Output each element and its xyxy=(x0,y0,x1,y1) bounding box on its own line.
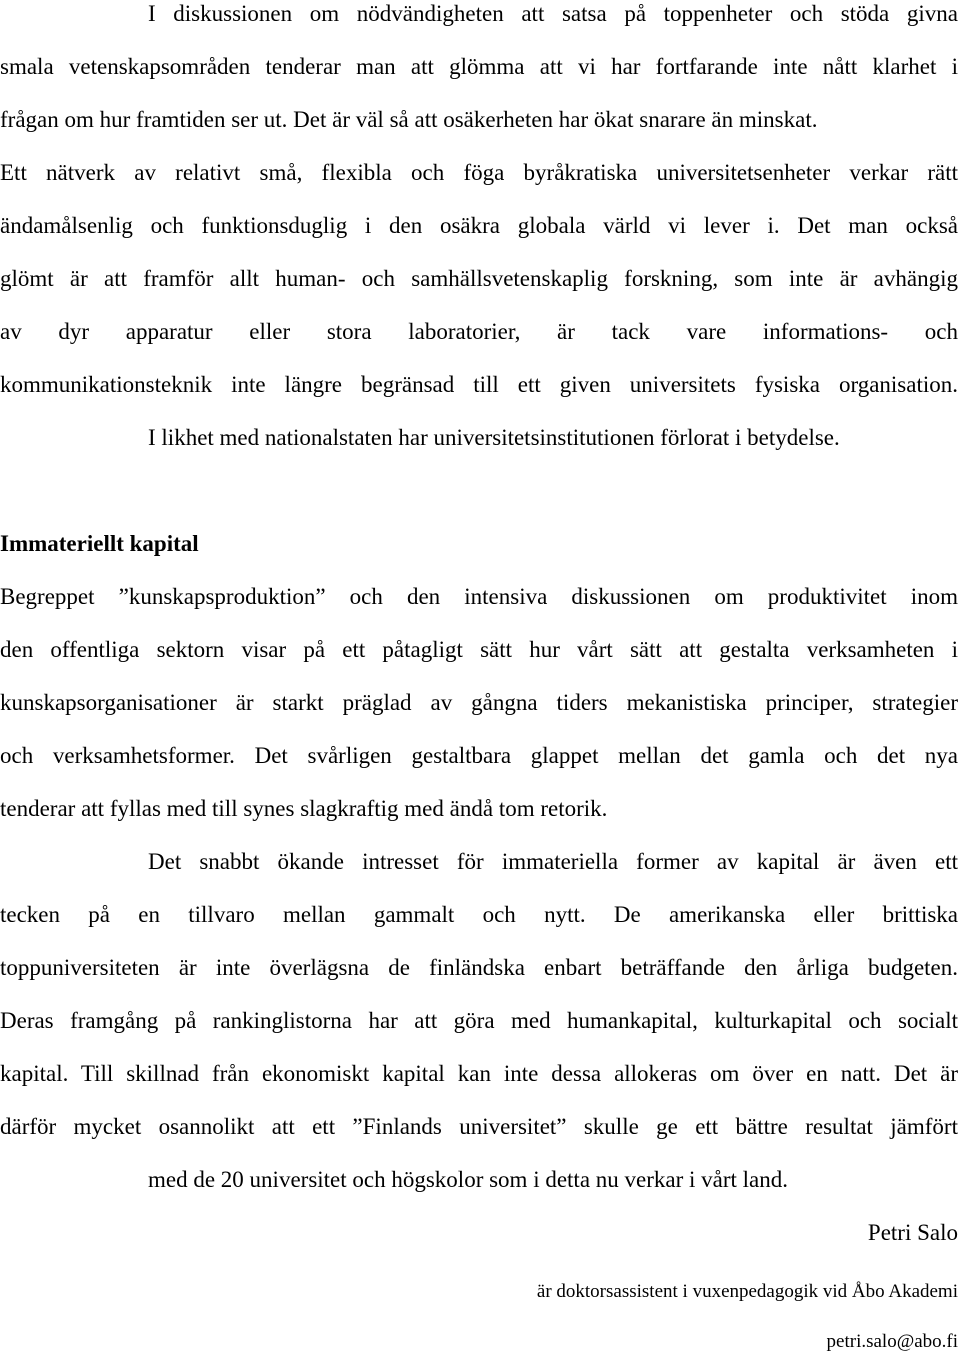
section-heading: Immateriellt kapital xyxy=(0,531,199,556)
paragraph-3-line-3: toppuniversiteten är inte överlägsna de finländska enbart beträffande den årliga budgeten. xyxy=(0,955,958,980)
paragraph-1-line-4: Ett nätverk av relativt små, flexibla och föga byråkratiska universitetsenheter verkar rätt xyxy=(0,160,958,185)
paragraph-2-line-1: Begreppet ”kunskapsproduktion” och den intensiva diskussionen om produktivitet inom xyxy=(0,584,958,609)
paragraph-3-line-5: kapital. Till skillnad från ekonomiskt kapital kan inte dessa allokeras om över en natt. Det är xyxy=(0,1061,958,1086)
paragraph-2-line-2: den offentliga sektorn visar på ett påtagligt sätt hur vårt sätt att gestalta verksamheten i xyxy=(0,637,958,662)
paragraph-3-line-7: med de 20 universitet och högskolor som i detta nu verkar i vårt land. xyxy=(148,1167,789,1192)
author-role: är doktorsassistent i vuxenpedagogik vid Åbo Akademi xyxy=(536,1281,958,1302)
author-name: Petri Salo xyxy=(867,1220,958,1245)
paragraph-3-line-4: Deras framgång på rankinglistorna har att göra med humankapital, kulturkapital och socialt xyxy=(0,1008,958,1033)
paragraph-2-line-3: kunskapsorganisationer är starkt präglad av gångna tiders mekanistiska principer, strategier xyxy=(0,690,958,715)
paragraph-3-line-6: därför mycket osannolikt att ett ”Finlands universitet” skulle ge ett bättre resultat jämfört xyxy=(0,1114,958,1139)
paragraph-1-line-1: I diskussionen om nödvändigheten att satsa på toppenheter och stöda givna xyxy=(148,1,958,26)
paragraph-1-line-8: kommunikationsteknik inte längre begränsad till ett given universitets fysiska organisation. xyxy=(0,372,958,397)
paragraph-3-line-1: Det snabbt ökande intresset för immateriella former av kapital är även ett xyxy=(148,849,958,874)
paragraph-2-line-4: och verksamhetsformer. Det svårligen gestaltbara glappet mellan det gamla och det nya xyxy=(0,743,958,768)
paragraph-1-line-3: frågan om hur framtiden ser ut. Det är väl så att osäkerheten har ökat snarare än minskat. xyxy=(0,107,818,132)
paragraph-1-line-9: I likhet med nationalstaten har universitetsinstitutionen förlorat i betydelse. xyxy=(148,425,840,450)
paragraph-1-line-2: smala vetenskapsområden tenderar man att glömma att vi har fortfarande inte nått klarhet i xyxy=(0,54,958,79)
author-email[interactable]: petri.salo@abo.fi xyxy=(826,1331,958,1352)
paragraph-1-line-6: glömt är att framför allt human- och samhällsvetenskaplig forskning, som inte är avhängig xyxy=(0,266,958,291)
paragraph-2-line-5: tenderar att fyllas med till synes slagkraftig med ändå tom retorik. xyxy=(0,796,608,821)
paragraph-1-line-7: av dyr apparatur eller stora laboratorier, är tack vare informations- och xyxy=(0,319,958,344)
paragraph-1-line-5: ändamålsenlig och funktionsduglig i den osäkra globala värld vi lever i. Det man också xyxy=(0,213,958,238)
paragraph-3-line-2: tecken på en tillvaro mellan gammalt och nytt. De amerikanska eller brittiska xyxy=(0,902,958,927)
